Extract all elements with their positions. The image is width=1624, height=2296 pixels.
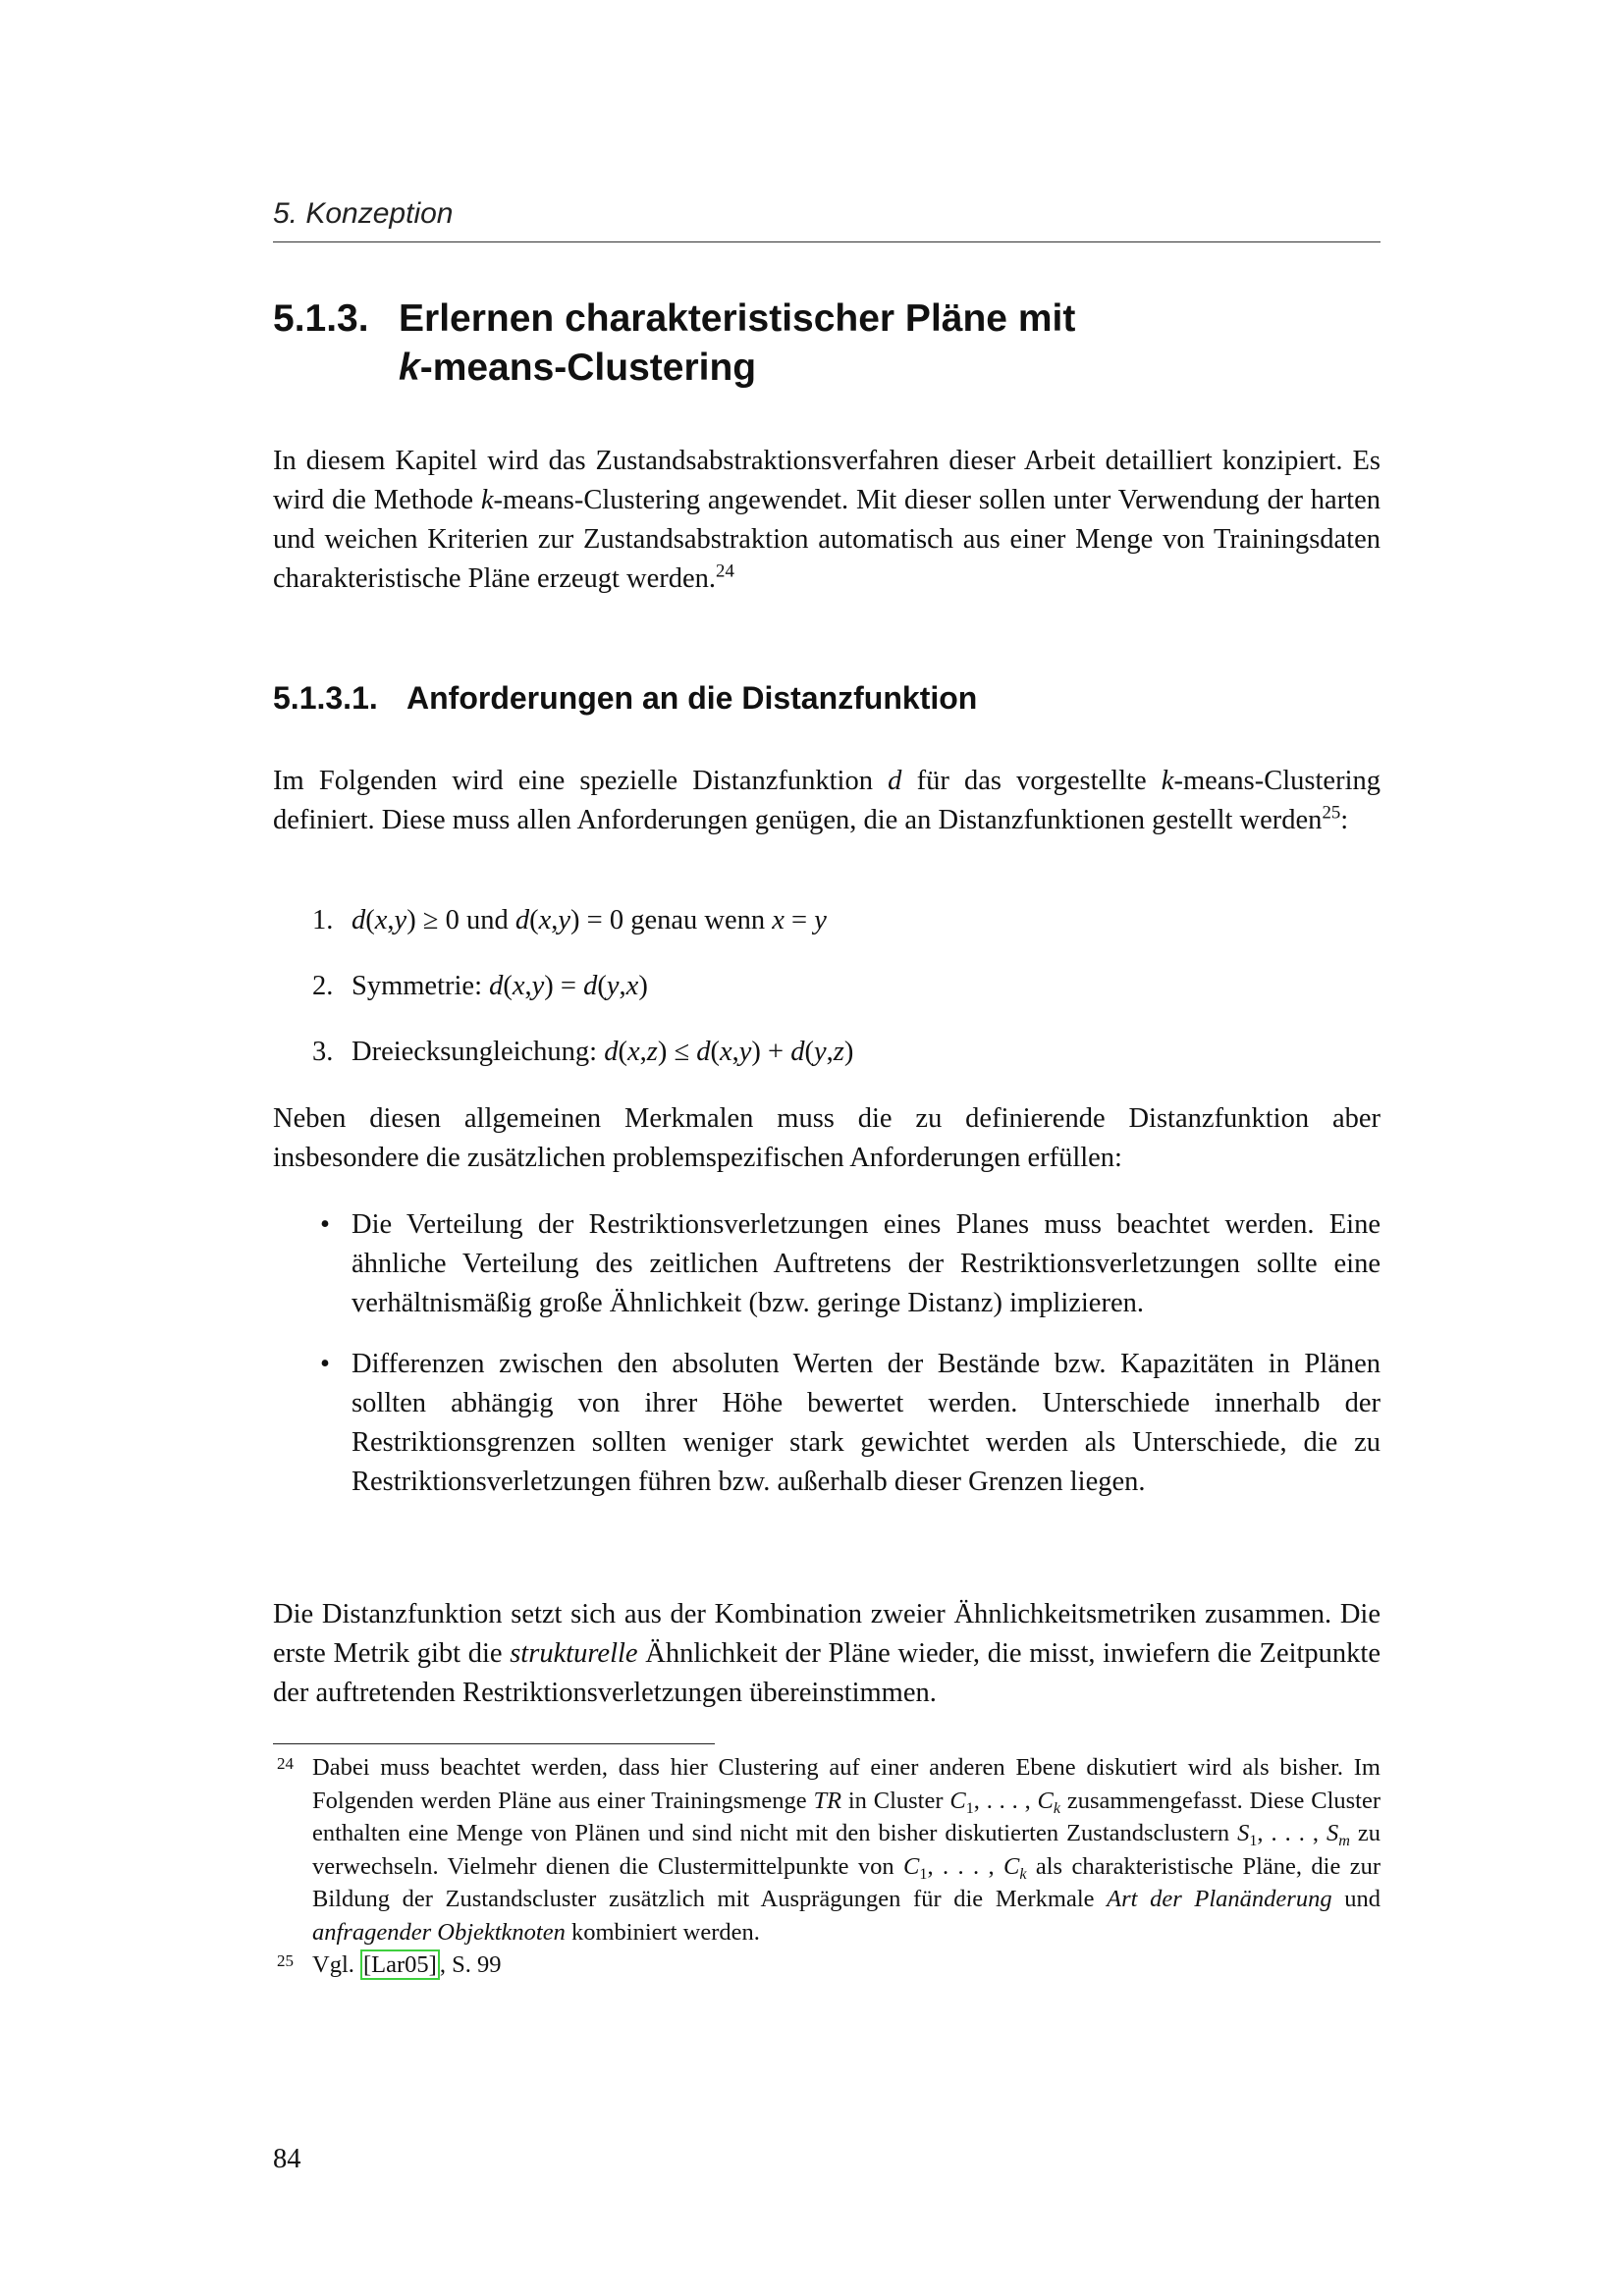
text-segment: ,: [387, 905, 395, 935]
text-segment: ) ≥ 0 und: [406, 905, 515, 935]
bullet-marker: •: [320, 1349, 330, 1379]
footnote: [273, 1949, 1380, 1982]
text-segment: ,: [731, 1037, 739, 1067]
italic-text: C: [1037, 1787, 1054, 1814]
text-segment: -means-Clustering definiert. Diese muss allen Anforderungen genügen, die an Distanzfunktionen gestellt werden: [273, 766, 1388, 835]
text-segment: (: [365, 905, 375, 935]
text-segment: , . . . ,: [927, 1852, 1003, 1880]
text-segment: :: [1340, 805, 1349, 835]
text-segment: als charakteristische Pläne, die zur Bildung der Zustandscluster zusätzlich mit Ausprägungen für die Merkmale: [312, 1852, 1387, 1912]
text-segment: zusammengefasst. Diese Cluster enthalten eine Menge von Plänen und sind nicht mit den bisher diskutierten Zustandsclustern: [312, 1787, 1387, 1846]
italic-text: x: [772, 905, 785, 935]
footnotes: [273, 1751, 1387, 1982]
subscript: k: [1019, 1865, 1027, 1883]
italic-text: d: [696, 1037, 711, 1067]
italic-text: d: [604, 1037, 619, 1067]
italic-text: y: [814, 1037, 827, 1067]
subscript: 1: [919, 1865, 928, 1883]
italic-text: y: [531, 971, 545, 1001]
footnote: [273, 1751, 1387, 1949]
italic-text: S: [1326, 1820, 1339, 1846]
text-segment: ): [638, 971, 648, 1001]
text-segment: Vgl.: [312, 1951, 360, 1978]
italic-text: y: [738, 1037, 752, 1067]
text-segment: In diesem Kapitel wird das Zustandsabstraktionsverfahren dieser Arbeit detailliert konzipiert. Es wird die Methode: [273, 446, 1388, 515]
running-header-text: 5. Konzeption: [273, 197, 454, 230]
text-segment: (: [618, 1037, 627, 1067]
list-item: [273, 901, 1380, 967]
italic-text: x: [625, 971, 639, 1001]
subsection-heading: [273, 677, 1380, 719]
italic-text: Art der Planänderung: [1107, 1886, 1332, 1912]
text-segment: zu verwechseln. Vielmehr dienen die Clustermittelpunkte von: [312, 1820, 1387, 1880]
footnote-text: [312, 1754, 1386, 1946]
text-segment: Ähnlichkeit der Pläne wieder, die misst, inwiefern die Zeitpunkte der auftretenden Restriktionsverletzungen übereinstimmen.: [273, 1638, 1388, 1708]
problem-requirements-list: [273, 1205, 1388, 1523]
list-marker: 1.: [312, 905, 334, 935]
text-segment: und: [1331, 1886, 1387, 1912]
footnote-text: [312, 1949, 501, 1980]
text-segment: ,: [619, 971, 626, 1001]
list-item-content: [352, 971, 648, 1001]
italic-text: k: [1161, 766, 1174, 796]
text-segment: ) ≤: [657, 1037, 697, 1067]
list-item: [273, 1345, 1388, 1502]
italic-text: x: [626, 1037, 640, 1067]
footnote-ref: 24: [716, 561, 734, 582]
text-segment: Differenzen zwischen den absoluten Werten der Bestände bzw. Kapazitäten in Plänen sollten abhängig von ihrer Höhe bewertet werden. Unterschiede innerhalb der Restriktionsgrenzen sollten weniger stark gewichtet werden als Unterschiede, die zu Restriktionsverletzungen führen bzw. außerhalb dieser Grenzen liegen.: [352, 1349, 1388, 1497]
text-segment: ): [843, 1037, 854, 1067]
italic-text: C: [949, 1787, 966, 1814]
text-segment: (: [503, 971, 513, 1001]
list-item: [273, 967, 1380, 1033]
text-segment: ,: [639, 1037, 647, 1067]
requirements-list: [273, 901, 1380, 1098]
section-title-line2: [273, 344, 1380, 393]
italic-text: d: [489, 971, 504, 1001]
list-item-content: [352, 1349, 1387, 1497]
italic-text: C: [903, 1852, 920, 1880]
text-segment: ) +: [751, 1037, 791, 1067]
combination-paragraph: [273, 1595, 1388, 1713]
list-marker: 3.: [312, 1037, 334, 1067]
italic-text: strukturelle: [510, 1638, 638, 1669]
text-segment: =: [784, 905, 815, 935]
italic-text: d: [888, 766, 902, 796]
distance-function-paragraph: [273, 762, 1388, 840]
text-segment: , . . . ,: [973, 1787, 1038, 1814]
citation-link[interactable]: [Lar05]: [360, 1949, 440, 1980]
text-segment: Die Verteilung der Restriktionsverletzungen eines Planes muss beachtet werden. Eine ähnliche Verteilung des zeitlichen Auftretens der Restriktionsverletzungen sollte eine verhältnismäßig große Ähnlichkeit (bzw. geringe Distanz) implizieren.: [352, 1209, 1388, 1318]
section-heading: [273, 294, 1380, 393]
italic-text: z: [833, 1037, 844, 1067]
subscript: m: [1338, 1832, 1350, 1849]
italic-text: y: [814, 905, 827, 935]
italic-text: y: [394, 905, 407, 935]
footnote-mark: 24: [277, 1754, 294, 1773]
italic-text: x: [538, 905, 552, 935]
intro-paragraph: [273, 442, 1388, 599]
list-item: [273, 1033, 1380, 1098]
text-segment: (: [710, 1037, 720, 1067]
running-header: [273, 192, 1380, 242]
list-item-content: [352, 1209, 1387, 1318]
features-paragraph: [273, 1099, 1388, 1178]
text-segment: ) = 0 genau wenn: [570, 905, 773, 935]
list-item-content: [352, 1037, 853, 1067]
italic-text: x: [512, 971, 525, 1001]
text-segment: Dabei muss beachtet werden, dass hier Clustering auf einer anderen Ebene diskutiert wird als bisher. Im Folgenden werden Pläne aus einer Trainingsmenge: [312, 1754, 1387, 1814]
italic-text: S: [1237, 1820, 1250, 1846]
section-number: 5.1.3.: [273, 297, 369, 340]
text-segment: ,: [826, 1037, 834, 1067]
footnote-ref: 25: [1322, 802, 1341, 824]
text-segment: für das vorgestellte: [901, 766, 1162, 796]
list-item-content: [352, 905, 827, 935]
section-title-line1: Erlernen charakteristischer Pläne mit: [399, 297, 1076, 340]
list-item: [273, 1205, 1388, 1323]
italic-text: d: [514, 905, 530, 935]
italic-text: d: [352, 905, 366, 935]
text-segment: in Cluster: [841, 1787, 950, 1814]
text-segment: Dreiecksungleichung:: [352, 1037, 605, 1067]
text-segment: Die Distanzfunktion setzt sich aus der Kombination zweier Ähnlichkeitsmetriken zusammen. Die erste Metrik gibt die: [273, 1599, 1388, 1669]
text-segment: ,: [551, 905, 559, 935]
text-segment: ) =: [544, 971, 584, 1001]
text-segment: (: [597, 971, 607, 1001]
italic-text: z: [646, 1037, 658, 1067]
text-segment: -means-Clustering: [419, 347, 757, 389]
bullet-marker: •: [320, 1209, 330, 1240]
italic-text: x: [719, 1037, 732, 1067]
italic-text: anfragender Objektknoten: [312, 1918, 566, 1946]
text-segment: Symmetrie:: [352, 971, 490, 1001]
italic-text: k: [480, 485, 494, 515]
text-segment: , S. 99: [439, 1951, 502, 1978]
list-marker: 2.: [312, 971, 334, 1001]
subscript: 1: [965, 1799, 974, 1817]
italic-text: d: [583, 971, 598, 1001]
italic-text: y: [558, 905, 571, 935]
italic-text: TR: [813, 1787, 842, 1814]
subsection-title: Anforderungen an die Distanzfunktion: [406, 680, 978, 716]
subscript: 1: [1249, 1832, 1258, 1849]
text-segment: ,: [524, 971, 532, 1001]
text-segment: (: [529, 905, 539, 935]
text-segment: Im Folgenden wird eine spezielle Distanzfunktion: [273, 766, 889, 796]
subsection-number: 5.1.3.1.: [273, 680, 378, 716]
text-segment: Neben diesen allgemeinen Merkmalen muss die zu definierende Distanzfunktion aber insbesondere die zusätzlichen problemspezifischen Anforderungen erfüllen:: [273, 1103, 1388, 1173]
text-segment: kombiniert werden.: [565, 1918, 760, 1946]
footnote-separator: [273, 1743, 715, 1744]
text-segment: (: [804, 1037, 814, 1067]
footnote-mark: 25: [277, 1951, 294, 1970]
text-segment: -means-Clustering angewendet. Mit dieser sollen unter Verwendung der harten und weichen Kriterien zur Zustandsabstraktion automatisch aus einer Menge von Trainingsdaten charakteristische Pläne erzeugt werden.: [273, 485, 1388, 594]
italic-text: k: [399, 347, 420, 389]
italic-text: C: [1002, 1852, 1020, 1880]
text-segment: , . . . ,: [1257, 1820, 1326, 1846]
italic-text: x: [374, 905, 388, 935]
page-number: 84: [273, 2144, 301, 2174]
subscript: k: [1053, 1799, 1061, 1817]
italic-text: d: [790, 1037, 805, 1067]
italic-text: y: [606, 971, 620, 1001]
